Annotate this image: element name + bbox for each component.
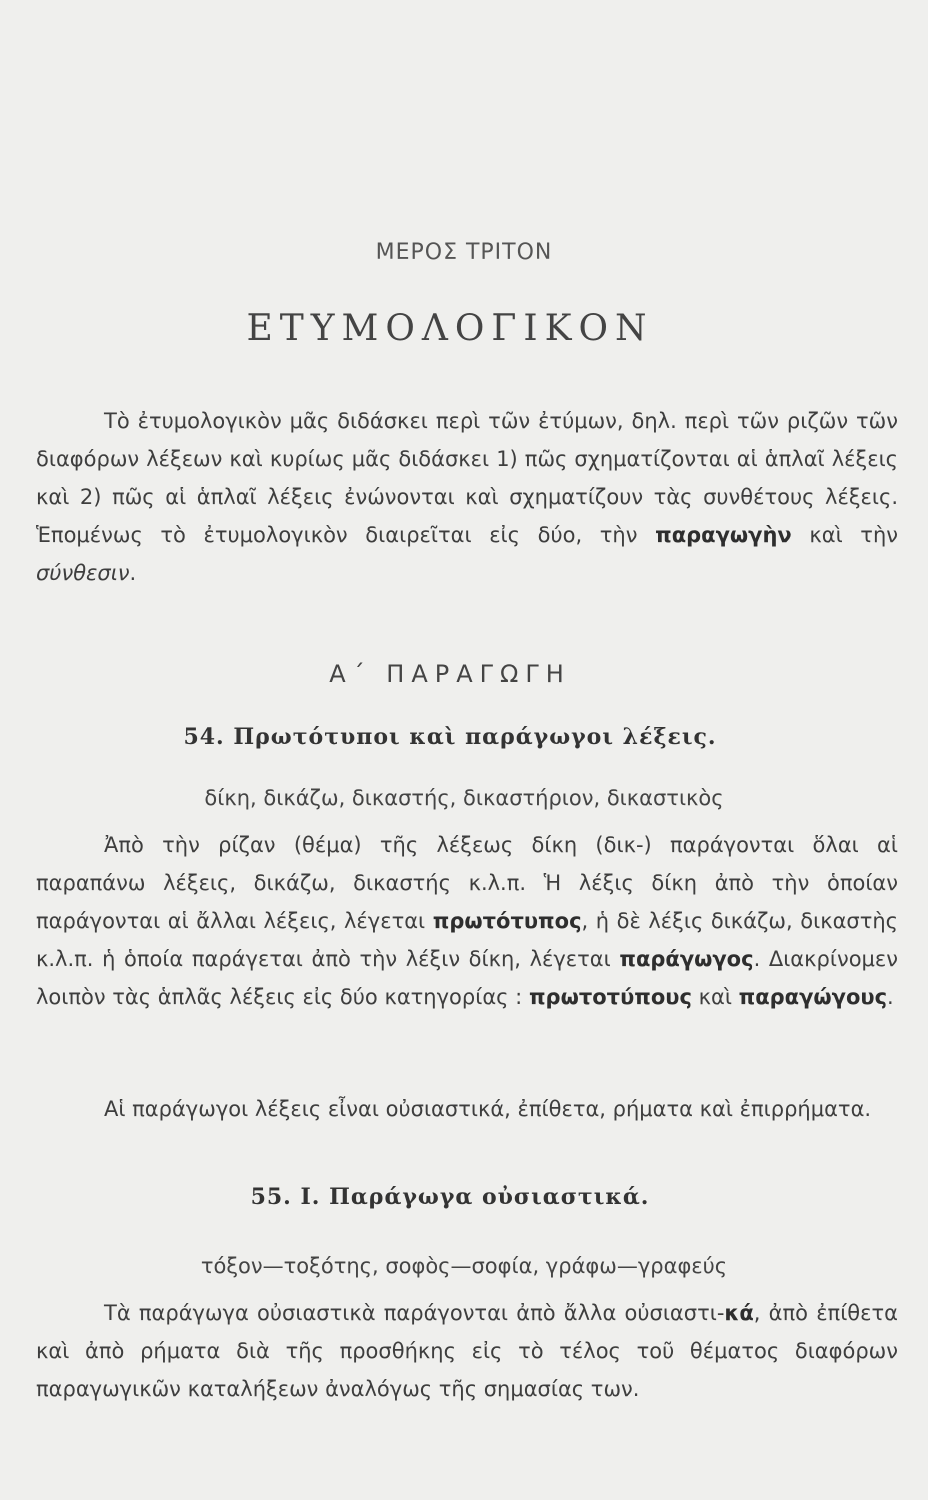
term-paragogos: παράγωγος bbox=[619, 947, 754, 971]
term-prototypous: πρωτοτύπους bbox=[528, 985, 692, 1009]
examples-54: δίκη, δικάζω, δικαστής, δικαστήριον, δικαστικὸς bbox=[204, 786, 724, 810]
intro-paragraph: Τὸ ἐτυμολογικὸν μᾶς διδάσκει περὶ τῶν ἐτύμων, δηλ. περὶ τῶν ριζῶν τῶν διαφόρων λέξεων καὶ κυρίως μᾶς διδάσκει 1) πῶς σχηματίζονται αἱ ἁπλαῖ λέξεις καὶ 2) πῶς αἱ ἁπλαῖ λέξεις ἐνώνονται καὶ σχηματίζουν τὰς συνθέτους λέξεις. Ἑπομένως τὸ ἐτυμολογικὸν διαιρεῖται εἰς δύο, τὴν παραγωγὴν καὶ τὴν σύνθεσιν. bbox=[36, 409, 898, 585]
term-ka: κά bbox=[724, 1301, 754, 1325]
section-heading: Α΄ ΠΑΡΑΓΩΓΗ bbox=[329, 660, 571, 688]
part-label: ΜΕΡΟΣ ΤΡΙΤΟΝ bbox=[375, 240, 553, 265]
term-paragogi: παραγωγὴν bbox=[655, 523, 792, 547]
term-prototypos: πρωτότυπος bbox=[432, 909, 582, 933]
paragraph-54b: Αἱ παράγωγοι λέξεις εἶναι οὐσιαστικά, ἐπίθετα, ρήματα καὶ ἐπιρρήματα. bbox=[104, 1097, 872, 1121]
examples-55: τόξον—τοξότης, σοφὸς—σοφία, γράφω—γραφεύς bbox=[200, 1254, 728, 1278]
heading-55: 55. Ι. Παράγωγα οὐσιαστικά. bbox=[250, 1184, 650, 1210]
paragraph-54a: Ἀπὸ τὴν ρίζαν (θέμα) τῆς λέξεως δίκη (δικ-) παράγονται ὅλαι αἱ παραπάνω λέξεις, δικάζω, δικαστής κ.λ.π. Ἡ λέξις δίκη ἀπὸ τὴν ὁποίαν παράγονται αἱ ἄλλαι λέξεις, λέγεται πρωτότυπος, ἡ δὲ λέξις δικάζω, δικαστὴς κ.λ.π. ἡ ὁποία παράγεται ἀπὸ τὴν λέξιν δίκη, λέγεται παράγωγος. Διακρίνομεν λοιπὸν τὰς ἁπλᾶς λέξεις εἰς δύο κατηγορίας : πρωτοτύπους καὶ παραγώγους. bbox=[36, 833, 898, 1009]
paragraph-55: Τὰ παράγωγα οὐσιαστικὰ παράγονται ἀπὸ ἄλλα οὐσιαστι-κά, ἀπὸ ἐπίθετα καὶ ἀπὸ ρήματα διὰ τῆς προσθήκης εἰς τὸ τέλος τοῦ θέματος διαφόρων παραγωγικῶν καταλήξεων ἀναλόγως τῆς σημασίας των. bbox=[36, 1301, 898, 1401]
term-synthesis: σύνθεσιν bbox=[36, 561, 130, 585]
term-paragogous: παραγώγους bbox=[738, 985, 888, 1009]
page-title: ΕΤΥΜΟΛΟΓΙΚΟΝ bbox=[246, 308, 654, 349]
heading-54: 54. Πρωτότυποι καὶ παράγωγοι λέξεις. bbox=[183, 724, 717, 750]
